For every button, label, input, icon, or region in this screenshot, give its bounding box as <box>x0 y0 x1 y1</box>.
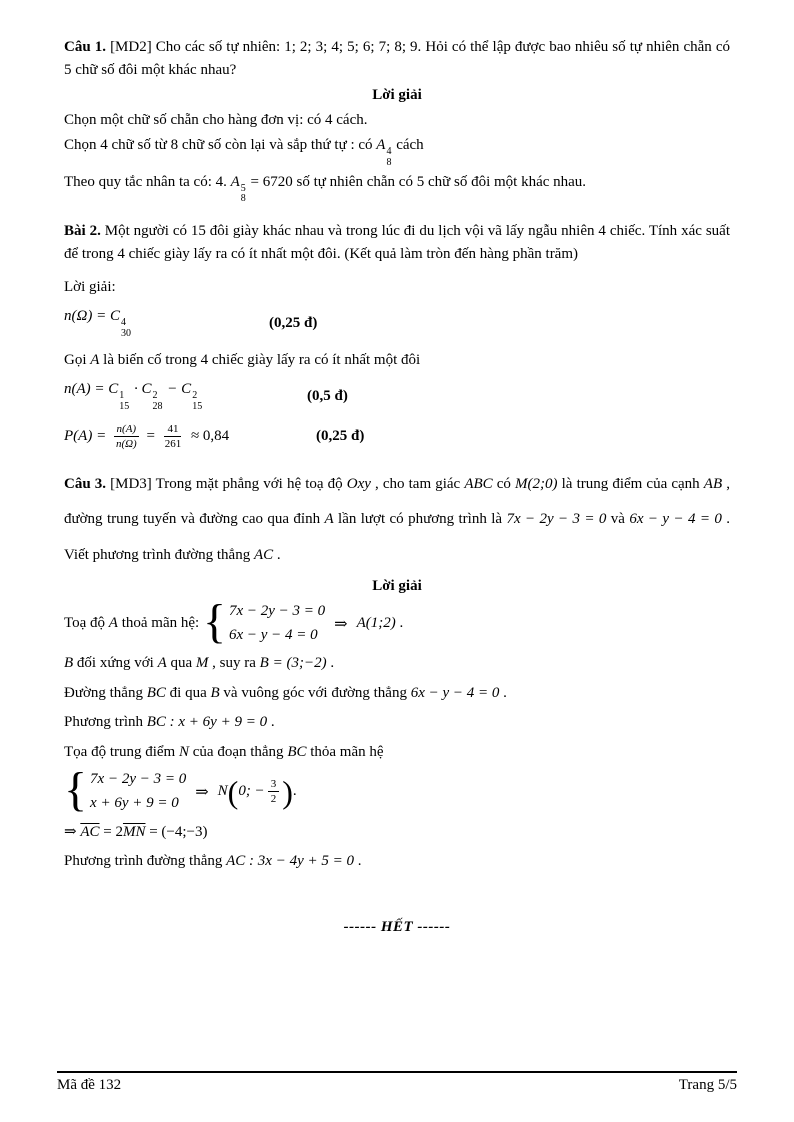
fraction-numerator: 41 <box>164 422 181 437</box>
question-2 <box>64 220 730 451</box>
q2-label: Bài 2. <box>64 223 101 240</box>
text-segment: qua <box>166 655 196 672</box>
fraction-numerator: n(A) <box>114 422 140 437</box>
q3-line-n <box>64 741 730 764</box>
sup-sub-indices <box>119 391 129 413</box>
subscript: 8 <box>386 156 392 168</box>
system-equations <box>90 770 186 813</box>
question-1 <box>64 36 730 205</box>
math-segment: B <box>64 655 74 672</box>
text-segment: [MD3] Trong mặt phẳng với hệ toạ độ <box>110 476 347 493</box>
math-segment: B = (3;−2) <box>259 655 327 672</box>
q2-formula-probability <box>64 422 730 452</box>
grade-mark: (0,25 đ) <box>269 315 318 332</box>
math-segment: N <box>178 743 189 760</box>
text-segment: Tọa độ trung điểm <box>64 743 179 760</box>
brace-glyph: { <box>202 595 226 649</box>
fraction-denominator: n(Ω) <box>115 437 137 450</box>
math-segment: 6x − y − 4 = 0 <box>410 684 500 701</box>
equation: x + 6y + 9 = 0 <box>90 794 179 811</box>
text-segment: Phương trình <box>64 714 147 731</box>
math-segment: n(A) = C <box>64 380 119 397</box>
vector-ac: $\overline{AC}$ <box>80 823 100 840</box>
end-of-document-marker: ------ HẾT ------ <box>343 918 451 935</box>
text-segment: Theo quy tắc nhân ta có: 4. <box>64 173 231 190</box>
system-equations <box>229 602 325 645</box>
q3-midpoint-system-row <box>64 763 730 817</box>
fraction-denominator: 2 <box>270 793 277 806</box>
fraction <box>268 777 280 807</box>
superscript: 2 <box>152 389 158 401</box>
superscript: 4 <box>120 317 126 329</box>
q3-solution-heading: Lời giải <box>372 577 422 594</box>
text-segment: thoả mãn hệ: <box>117 615 203 632</box>
sup-sub-indices <box>386 147 391 169</box>
text-segment: của đoạn thẳng <box>189 743 288 760</box>
formula-n-omega <box>64 308 269 340</box>
math-segment: 0; − <box>238 783 265 800</box>
permutation-symbol: A <box>376 137 386 154</box>
math-segment: N <box>217 783 228 800</box>
footer-page-number: Trang 5/5 <box>678 1077 737 1093</box>
q2-statement-text: Một người có 15 đôi giày khác nhau và trong lúc đi du lịch vội vã lấy ngẫu nhiên 4 chiếc. Tính xác suất để trong 4 chiếc giày lấy ra có ít nhất một đôi. (Kết quả làm tròn đến hàng phần trăm) <box>64 223 730 263</box>
math-segment: AB <box>703 476 723 493</box>
text-segment: Gọi <box>64 351 91 368</box>
text-segment: đi qua <box>165 684 211 701</box>
math-segment: ≈ 0,84 <box>187 427 230 444</box>
formula-n-a <box>64 381 307 413</box>
brace-glyph: { <box>64 763 88 817</box>
math-segment: 6x − y − 4 = 0 <box>629 511 722 528</box>
text-segment: . Viết phương trình đường thẳng <box>64 511 730 563</box>
math-segment: 7x − 2y − 3 = 0 <box>506 511 607 528</box>
math-segment: A <box>108 615 118 632</box>
text-segment: , suy ra <box>208 655 260 672</box>
q1-step-2 <box>64 134 730 169</box>
math-segment: B <box>210 684 220 701</box>
question-3 <box>64 467 730 872</box>
footer-exam-code: Mã đề 132 <box>57 1077 122 1093</box>
math-segment: BC <box>287 743 307 760</box>
math-segment: A(1;2) <box>356 615 396 632</box>
q3-line-bc <box>64 682 730 705</box>
math-segment: A <box>324 511 334 528</box>
math-segment: n(Ω) = C <box>64 308 120 325</box>
q1-solution-heading: Lời giải <box>372 86 422 103</box>
text-segment: . <box>292 783 297 800</box>
text-segment: cách <box>392 137 424 154</box>
subscript: 15 <box>192 400 203 412</box>
q2-solution-heading: Lời giải: <box>64 278 116 295</box>
sup-sub-indices <box>153 391 163 413</box>
q1-step-3 <box>64 171 730 206</box>
q3-statement <box>64 467 730 573</box>
q2-event-line <box>64 349 730 372</box>
implies-arrow: ⇒ <box>334 615 348 633</box>
text-segment: . <box>499 684 507 701</box>
equation-system <box>64 763 187 817</box>
text-segment: đối xứng với <box>73 655 158 672</box>
q3-line-pt-bc <box>64 711 730 734</box>
math-segment: = (−4;−3) <box>145 823 208 840</box>
q3-vector-line <box>64 821 730 844</box>
text-segment: có <box>492 476 516 493</box>
superscript: 2 <box>192 389 198 401</box>
q1-statement <box>64 36 730 82</box>
sup-sub-indices <box>192 391 202 413</box>
text-segment: Toạ độ <box>64 615 109 632</box>
grade-mark: (0,25 đ) <box>316 427 365 444</box>
vector-mn: $\overline{MN}$ <box>122 823 146 840</box>
superscript: 4 <box>386 146 392 158</box>
fraction-denominator: 261 <box>164 437 182 450</box>
text-segment: thỏa mãn hệ <box>306 743 384 760</box>
math-segment: M <box>195 655 209 672</box>
superscript: 1 <box>119 389 125 401</box>
q3-line-b <box>64 652 730 675</box>
text-segment: . <box>273 546 281 563</box>
q3-line-ac <box>64 850 730 873</box>
text-segment: . <box>326 655 335 672</box>
q3-label: Câu 3. <box>64 476 107 493</box>
text-segment: . <box>267 714 275 731</box>
q2-statement <box>64 220 730 266</box>
text-segment: là trung điểm của cạnh <box>557 476 704 493</box>
math-segment: AC <box>253 546 274 563</box>
sup-sub-indices <box>241 184 246 206</box>
q1-statement-text: [MD2] Cho các số tự nhiên: 1; 2; 3; 4; 5; 6; 7; 8; 9. Hỏi có thể lập được bao nhiêu số tự nhiên chẵn có 5 chữ số đôi một khác nhau? <box>64 39 730 78</box>
text-segment: Đường thẳng <box>64 684 147 701</box>
math-segment: P(A) = <box>64 427 110 444</box>
implies-arrow: ⇒ <box>195 783 209 801</box>
text-segment: . <box>395 615 404 632</box>
text-segment: Chọn 4 chữ số từ 8 chữ số còn lại và sắp thứ tự : có <box>64 137 377 154</box>
sup-sub-indices <box>121 318 131 340</box>
math-segment: M(2;0) <box>515 476 558 493</box>
math-segment: A <box>90 351 100 368</box>
subscript: 15 <box>119 400 130 412</box>
text-segment: = 6720 số tự nhiên chẵn có 5 chữ số đôi một khác nhau. <box>246 173 587 190</box>
math-segment: BC <box>146 684 166 701</box>
fraction <box>113 422 140 452</box>
text-segment: và <box>606 511 630 528</box>
subscript: 30 <box>120 327 131 339</box>
implies-arrow: ⇒ <box>64 823 81 840</box>
fraction <box>162 422 185 452</box>
math-segment: · C <box>130 380 152 397</box>
formula-p-a <box>64 422 316 452</box>
text-segment: là biến cố trong 4 chiếc giày lấy ra có ít nhất một đôi <box>99 351 421 368</box>
text-segment: Phương trình đường thẳng <box>64 853 227 870</box>
math-segment: BC : x + 6y + 9 = 0 <box>146 714 268 731</box>
math-segment: Oxy <box>346 476 371 493</box>
text-segment: và vuông góc với đường thẳng <box>219 684 411 701</box>
text-segment: . <box>353 853 362 870</box>
math-segment: A <box>157 655 167 672</box>
q2-formula-sample-space <box>64 308 730 340</box>
text-segment: , đường trung tuyến và đường cao qua đỉnh <box>64 476 730 528</box>
math-segment: = 2 <box>99 823 123 840</box>
math-segment: = <box>142 427 159 444</box>
fraction-numerator: 3 <box>268 777 280 792</box>
q3-coord-a-row <box>64 595 730 649</box>
math-segment: AC : 3x − 4y + 5 = 0 <box>226 853 354 870</box>
big-paren-open: ( <box>227 773 239 810</box>
grade-mark: (0,5 đ) <box>307 388 348 405</box>
superscript: 5 <box>240 182 246 194</box>
q1-label: Câu 1. <box>64 39 106 55</box>
page-footer <box>57 1071 737 1094</box>
subscript: 8 <box>240 193 246 205</box>
subscript: 28 <box>152 400 163 412</box>
equation: 6x − y − 4 = 0 <box>228 626 318 643</box>
q2-formula-event-count <box>64 381 730 413</box>
text-segment: , cho tam giác <box>370 476 465 493</box>
big-paren-close: ) <box>282 773 293 810</box>
math-segment: ABC <box>464 476 493 493</box>
equation-system <box>202 595 326 649</box>
text-segment: lần lượt có phương trình là <box>333 511 507 528</box>
permutation-symbol: A <box>230 173 240 190</box>
equation: 7x − 2y − 3 = 0 <box>90 771 187 788</box>
equation: 7x − 2y − 3 = 0 <box>228 603 326 620</box>
q1-step-1: Chọn một chữ số chẵn cho hàng đơn vị: có 4 cách. <box>64 111 368 128</box>
math-segment: − C <box>163 380 192 397</box>
